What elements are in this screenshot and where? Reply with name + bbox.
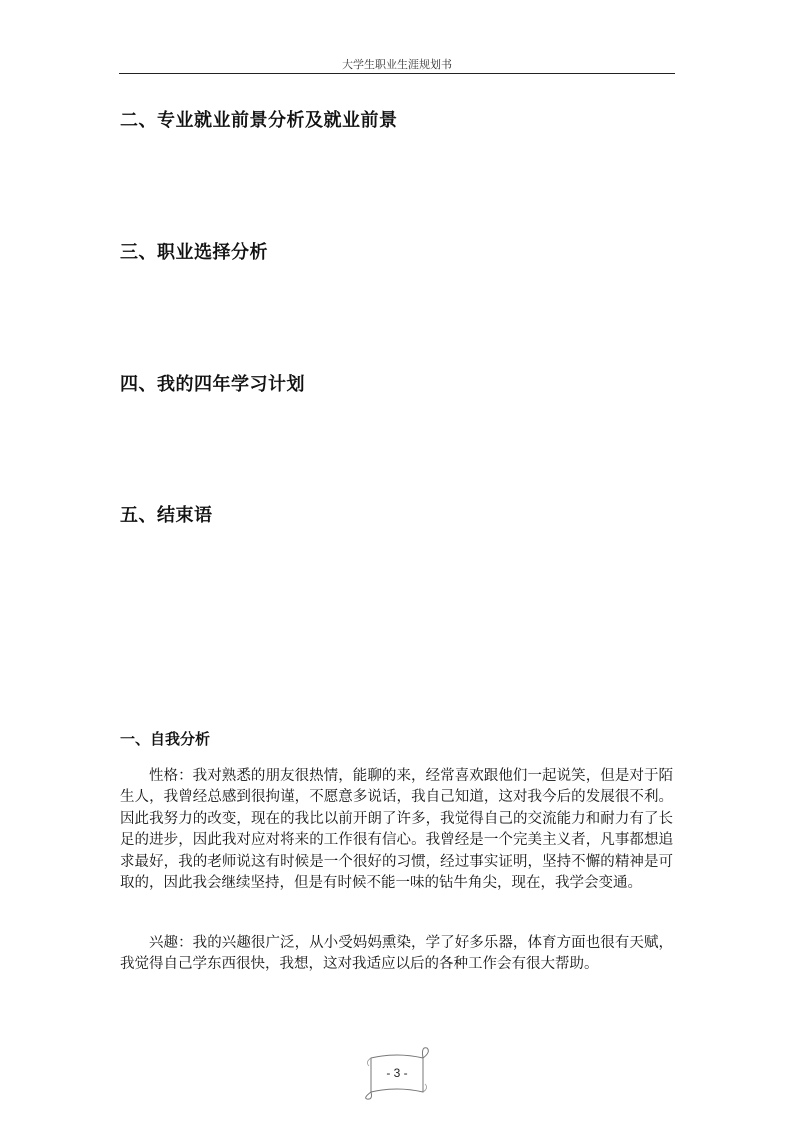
page-number-scroll bbox=[361, 1046, 433, 1100]
paragraph-personality: 性格：我对熟悉的朋友很热情，能聊的来，经常喜欢跟他们一起说笑，但是对于陌生人，我曾经总感到很拘谨，不愿意多说话，我自己知道，这对我今后的发展很不利。因此我努力的改变，现在的我比以前开朗了许多，我觉得自己的交流能力和耐力有了长足的进步，因此我对应对将来的工作很有信心。我曾经是一个完美主义者，凡事都想追求最好，我的老师说这有时候是一个很好的习惯，经过事实证明，坚持不懈的精神是可取的，因此我会继续坚持，但是有时候不能一味的钻牛角尖，现在，我学会变通。 bbox=[120, 768, 673, 892]
running-header-title: 大学生职业生涯规划书 bbox=[342, 58, 452, 71]
section-heading-career-choice: 三、职业选择分析 bbox=[120, 242, 268, 263]
paragraph-interests: 兴趣：我的兴趣很广泛，从小受妈妈熏染，学了好多乐器，体育方面也很有天赋，我觉得自己学东西很快，我想，这对我适应以后的各种工作会有很大帮助。 bbox=[120, 935, 673, 973]
section-heading-self-analysis: 一、自我分析 bbox=[120, 730, 211, 748]
section-heading-study-plan: 四、我的四年学习计划 bbox=[120, 374, 305, 395]
section-heading-employment-prospects: 二、专业就业前景分析及就业前景 bbox=[120, 110, 398, 131]
header-divider bbox=[119, 73, 675, 74]
section-heading-conclusion: 五、结束语 bbox=[120, 505, 213, 526]
page-number: - 3 - bbox=[386, 1066, 408, 1080]
